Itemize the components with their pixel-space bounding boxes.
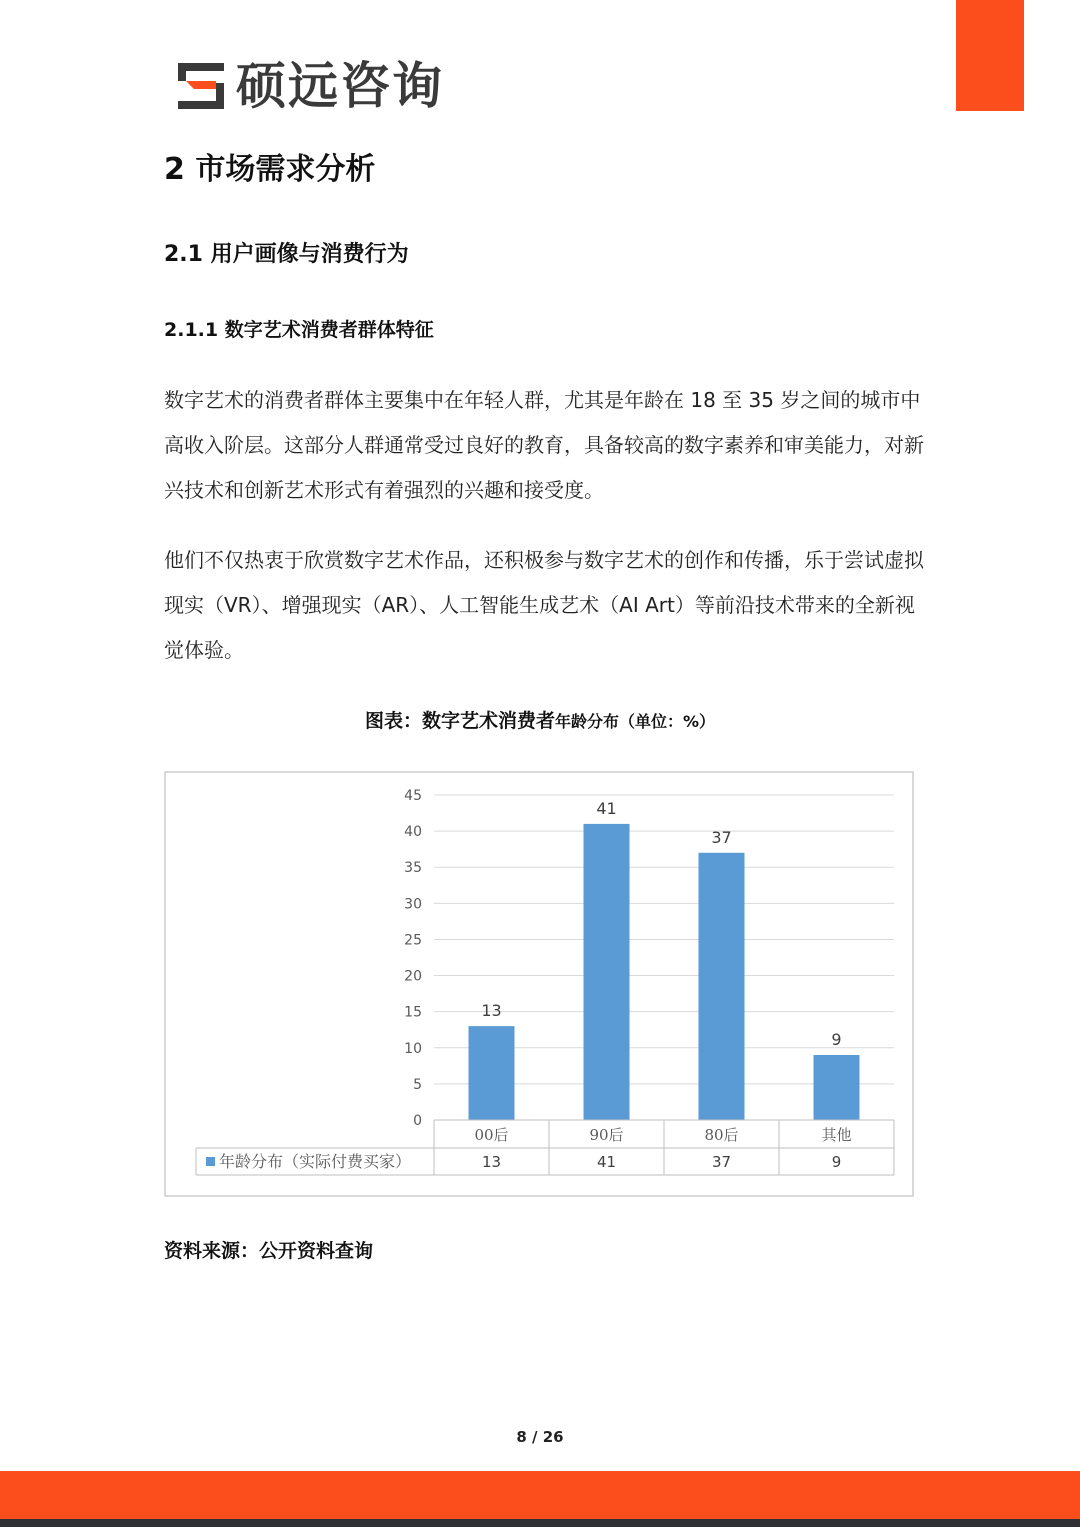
corner-accent-block bbox=[956, 0, 1024, 111]
x-category-label: 90后 bbox=[589, 1126, 624, 1144]
bar bbox=[469, 1026, 515, 1120]
chart-caption-unit: （单位：%） bbox=[618, 712, 716, 731]
y-tick-label: 40 bbox=[404, 824, 422, 841]
chart-frame bbox=[164, 771, 914, 1197]
bar bbox=[584, 824, 630, 1120]
page-number: 8 / 26 bbox=[516, 1428, 564, 1446]
footer-accent-bar bbox=[0, 1471, 1080, 1519]
chart-caption-small: 年龄分布 bbox=[554, 712, 619, 731]
x-category-label: 80后 bbox=[704, 1126, 739, 1144]
y-tick-label: 0 bbox=[413, 1113, 422, 1129]
paragraph-consumer-group: 数字艺术的消费者群体主要集中在年轻人群，尤其是年龄在 18 至 35 岁之间的城市中高收入阶层。这部分人群通常受过良好的教育，具备较高的数字素养和审美能力，对新兴技术和创新艺术形式有着强烈的兴趣和接受度。 bbox=[164, 388, 924, 502]
y-tick-label: 45 bbox=[404, 788, 422, 804]
brand-s-mark-icon bbox=[176, 61, 226, 111]
y-tick-label: 30 bbox=[404, 896, 422, 913]
table-value: 13 bbox=[481, 1153, 502, 1171]
brand-logo bbox=[176, 58, 444, 114]
legend-series-name: 年龄分布（实际付费买家） bbox=[219, 1152, 412, 1171]
brand-name: 硕远咨询 bbox=[236, 57, 444, 115]
section-heading: 2 市场需求分析 bbox=[164, 152, 376, 187]
y-tick-label: 20 bbox=[404, 968, 422, 985]
data-label: 13 bbox=[481, 1001, 502, 1021]
chart-caption bbox=[0, 706, 1080, 737]
y-tick-label: 35 bbox=[404, 860, 422, 877]
footer-dark-line bbox=[0, 1519, 1080, 1527]
chart-caption-main: 图表：数字艺术消费者 bbox=[364, 710, 555, 732]
paragraph-consumer-behavior: 他们不仅热衷于欣赏数字艺术作品，还积极参与数字艺术的创作和传播，乐于尝试虚拟现实（VR）、增强现实（AR）、人工智能生成艺术（AI Art）等前沿技术带来的全新视觉体验。 bbox=[164, 548, 924, 662]
bar bbox=[814, 1055, 860, 1120]
y-tick-label: 10 bbox=[404, 1040, 422, 1057]
source-note: 资料来源：公开资料查询 bbox=[164, 1240, 374, 1262]
data-label: 37 bbox=[711, 827, 732, 847]
bar bbox=[699, 853, 745, 1120]
age-distribution-bar-chart bbox=[166, 773, 912, 1195]
table-value: 41 bbox=[596, 1153, 617, 1171]
subsection-heading: 2.1 用户画像与消费行为 bbox=[164, 242, 409, 267]
y-tick-label: 25 bbox=[404, 932, 422, 949]
y-tick-label: 15 bbox=[404, 1004, 422, 1021]
table-value: 9 bbox=[831, 1153, 842, 1171]
x-category-label: 其他 bbox=[821, 1126, 852, 1144]
y-tick-label: 5 bbox=[413, 1076, 422, 1093]
subsubsection-heading: 2.1.1 数字艺术消费者群体特征 bbox=[164, 319, 434, 341]
legend-swatch bbox=[206, 1157, 215, 1166]
data-label: 9 bbox=[831, 1030, 842, 1049]
data-label: 41 bbox=[596, 798, 617, 818]
x-category-label: 00后 bbox=[474, 1126, 509, 1144]
table-value: 37 bbox=[711, 1153, 732, 1171]
